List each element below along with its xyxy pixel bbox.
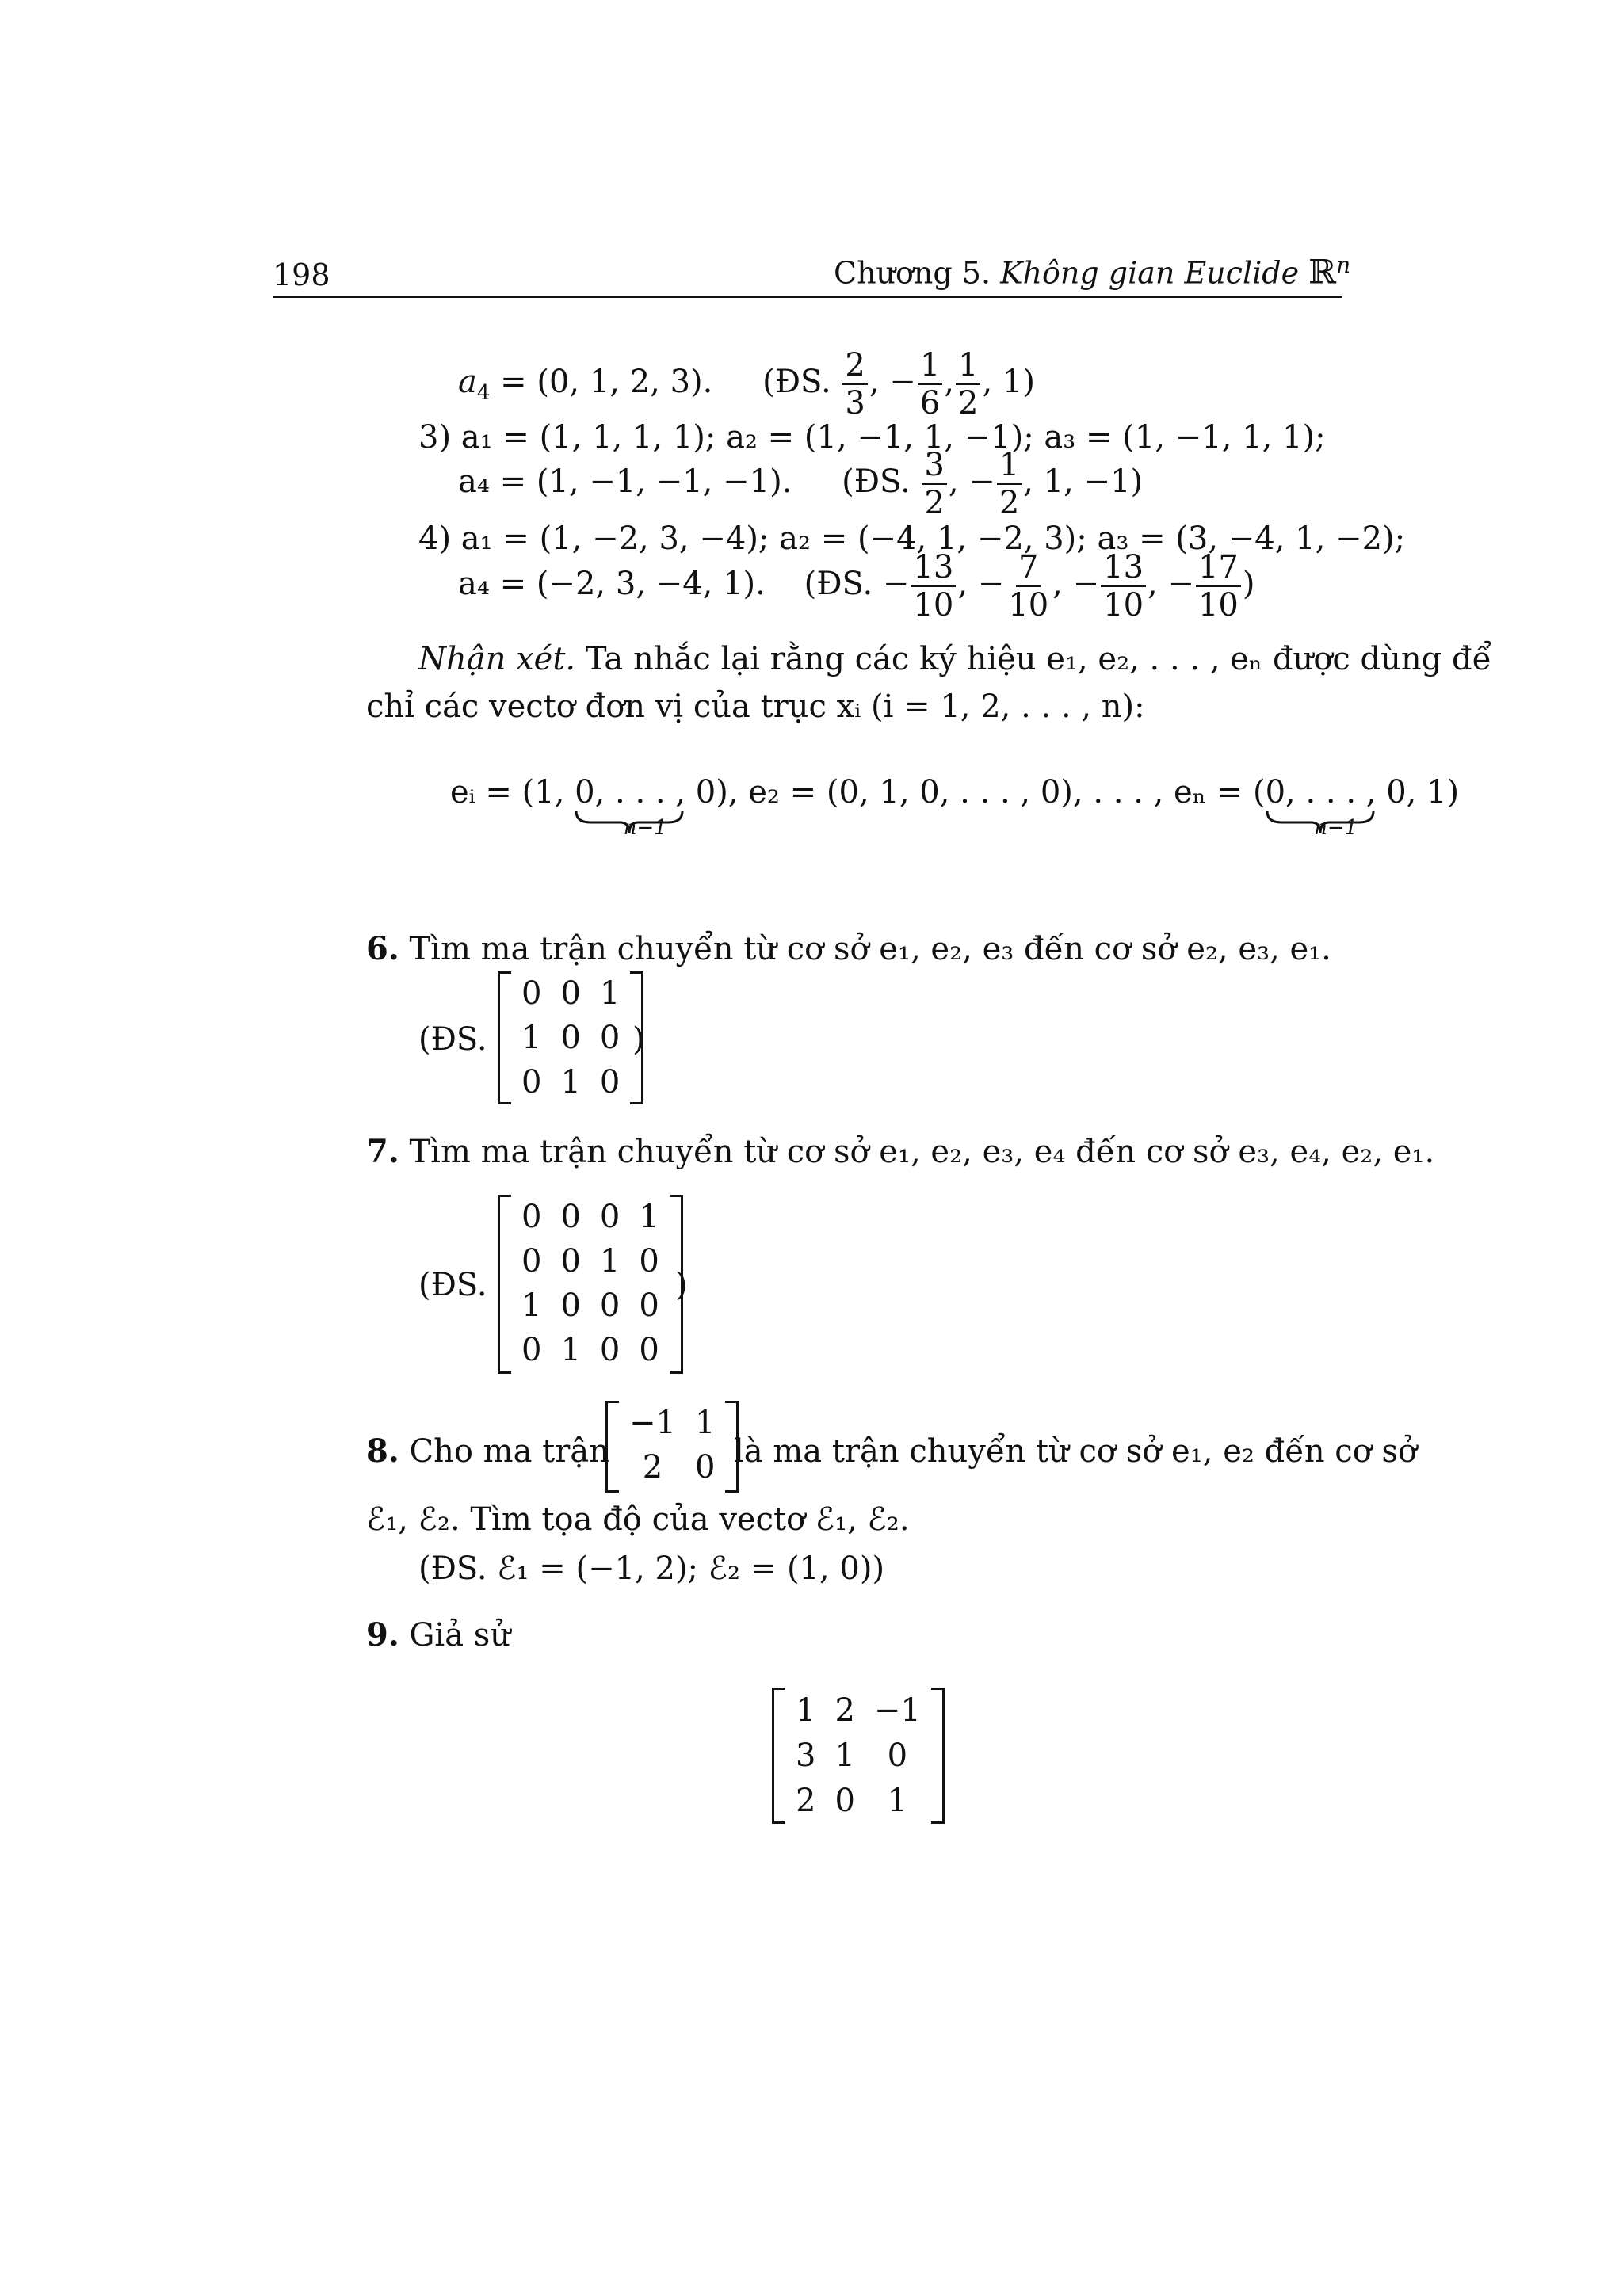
matrix-cell: 0: [599, 1199, 621, 1235]
ex6-matrix: [498, 971, 643, 1104]
fraction: $\frac{1}{2}$: [956, 349, 980, 420]
exercise-8-answer: (ĐS. ℰ₁ = (−1, 2); ℰ₂ = (1, 0)): [418, 1550, 885, 1587]
matrix-cell: 2: [796, 1782, 816, 1819]
ex9-matrix: [772, 1688, 945, 1824]
matrix-cell: 0: [694, 1449, 716, 1486]
fraction: $\frac{7}{10}$: [1008, 549, 1049, 624]
matrix-cell: 0: [560, 1243, 581, 1280]
fraction: $\frac{13}{10}$: [1101, 551, 1146, 622]
matrix-cell: 0: [887, 1737, 908, 1774]
matrix-cell: 3: [796, 1737, 816, 1774]
matrix-row: [512, 971, 629, 1016]
matrix-cell: 0: [560, 1199, 581, 1235]
matrix-row: [512, 1283, 669, 1328]
unit-vector-formula: eᵢ = (1, 0, . . . , 0 n−1 ), e₂ = (0, 1, 0, . . . , 0), . . . , eₙ = (0, . . . , 0 n−1 , 1): [450, 774, 1460, 840]
matrix-cell: 0: [599, 1287, 621, 1324]
matrix-cell: −1: [873, 1691, 921, 1729]
exercise-8-line-1b: là ma trận chuyển từ cơ sở e₁, e₂ đến cơ sở: [734, 1433, 1418, 1470]
matrix-cell: 0: [639, 1332, 659, 1368]
space-exponent: n: [1336, 252, 1351, 278]
matrix-cell: 0: [560, 1020, 581, 1056]
matrix-cell: 1: [796, 1691, 816, 1729]
underbrace-2: 0, . . . , 0 n−1: [1265, 774, 1407, 840]
matrix-cell: 0: [521, 1243, 542, 1280]
exercise-8-line-2: ℰ₁, ℰ₂. Tìm tọa độ của vectơ ℰ₁, ℰ₂.: [366, 1501, 910, 1538]
matrix-row: [512, 1016, 629, 1060]
matrix-cell: 0: [599, 1332, 621, 1368]
matrix-cell: 2: [642, 1449, 663, 1486]
line-3: 3) a₁ = (1, 1, 1, 1); a₂ = (1, −1, 1, −1); a₃ = (1, −1, 1, 1);: [418, 419, 1326, 456]
exercise-6: 6. Tìm ma trận chuyển từ cơ sở e₁, e₂, e₃ đến cơ sở e₂, e₃, e₁.: [366, 930, 1331, 967]
remark-line-2: chỉ các vectơ đơn vị của trục xᵢ (i = 1, 2, . . . , n):: [366, 688, 1145, 725]
matrix-cell: 0: [599, 1020, 621, 1056]
remark-line-1: Nhận xét. Ta nhắc lại rằng các ký hiệu e₁, e₂, . . . , eₙ được dùng để: [418, 641, 1492, 677]
matrix-cell: 0: [521, 1064, 542, 1100]
fraction: $\frac{3}{2}$: [922, 448, 946, 520]
matrix-cell: 1: [521, 1020, 542, 1056]
matrix-body: [786, 1688, 930, 1823]
matrix-row: [786, 1778, 930, 1823]
matrix-body: [620, 1401, 724, 1489]
matrix-body: [512, 1195, 669, 1372]
matrix-cell: 0: [560, 975, 581, 1012]
matrix-row: [512, 1239, 669, 1283]
matrix-cell: 2: [834, 1691, 855, 1729]
ex7-matrix: [498, 1195, 683, 1374]
fraction: $\frac{1}{6}$: [918, 349, 942, 420]
line-a4-1: $a_4 = (0$, 1, 2, 3). (ĐS. $\frac{2}{3}$ , − $\frac{1}{6}$ , $\frac{1}{2}$ , 1): [458, 347, 1035, 421]
fraction: $\frac{1}{2}$: [997, 448, 1022, 520]
fraction: $\frac{13}{10}$: [911, 551, 956, 622]
matrix-body: [512, 971, 629, 1104]
exercise-7: 7. Tìm ma trận chuyển từ cơ sở e₁, e₂, e₃, e₄ đến cơ sở e₃, e₄, e₂, e₁.: [366, 1133, 1435, 1170]
matrix-cell: 1: [599, 1243, 621, 1280]
matrix-cell: 0: [639, 1243, 659, 1280]
header-rule: [273, 296, 1342, 298]
fraction: $\frac{2}{3}$: [842, 349, 867, 420]
matrix-row: [786, 1733, 930, 1778]
running-header: [834, 252, 1350, 292]
matrix-cell: 0: [521, 1332, 542, 1368]
matrix-cell: 0: [834, 1782, 855, 1819]
matrix-cell: 1: [834, 1737, 855, 1774]
matrix-cell: 0: [599, 1064, 621, 1100]
matrix-row: [512, 1060, 629, 1104]
line-a4-4: a₄ = (−2, 3, −4, 1). (ĐS. − $\frac{13}{10}$ , − $\frac{7}{10}$ , − $\frac{13}{10}$ , − $\frac{17}{10}$ ): [458, 549, 1255, 624]
exercise-8-line-1: 8. Cho ma trận: [366, 1432, 609, 1470]
matrix-row: [786, 1688, 930, 1733]
fraction: $\frac{17}{10}$: [1196, 551, 1241, 622]
matrix-cell: 0: [639, 1287, 659, 1324]
matrix-row: [512, 1195, 669, 1239]
matrix-cell: 1: [521, 1287, 542, 1324]
matrix-cell: 1: [560, 1064, 581, 1100]
ex7-answer-close: ): [675, 1267, 688, 1303]
chapter-title: Không gian Euclide: [1000, 255, 1300, 291]
matrix-cell: 1: [599, 975, 621, 1012]
ex6-answer-close: ): [632, 1021, 645, 1058]
matrix-cell: 1: [639, 1199, 659, 1235]
underbrace-1: 0, . . . , 0 n−1: [575, 774, 716, 840]
page-number: 198: [273, 257, 330, 292]
line-a4-3: a₄ = (1, −1, −1, −1). (ĐS. $\frac{3}{2}$ , − $\frac{1}{2}$ , 1, −1): [458, 447, 1144, 521]
line-4: 4) a₁ = (1, −2, 3, −4); a₂ = (−4, 1, −2, 3); a₃ = (3, −4, 1, −2);: [418, 521, 1406, 557]
matrix-cell: 0: [521, 1199, 542, 1235]
exercise-9: 9. Giả sử: [366, 1616, 511, 1653]
matrix-cell: 0: [560, 1287, 581, 1324]
ex8-matrix: [605, 1401, 739, 1493]
matrix-cell: 1: [694, 1405, 716, 1441]
chapter-number: Chương 5.: [834, 255, 991, 291]
ex6-answer-open: (ĐS.: [418, 1021, 487, 1058]
matrix-row: [620, 1445, 724, 1489]
matrix-cell: −1: [629, 1405, 676, 1441]
space-symbol: ℝ: [1308, 252, 1337, 292]
ex7-answer-open: (ĐS.: [418, 1267, 487, 1303]
matrix-row: [512, 1328, 669, 1372]
matrix-row: [620, 1401, 724, 1445]
matrix-cell: 1: [560, 1332, 581, 1368]
matrix-cell: 0: [521, 975, 542, 1012]
matrix-cell: 1: [887, 1782, 908, 1819]
